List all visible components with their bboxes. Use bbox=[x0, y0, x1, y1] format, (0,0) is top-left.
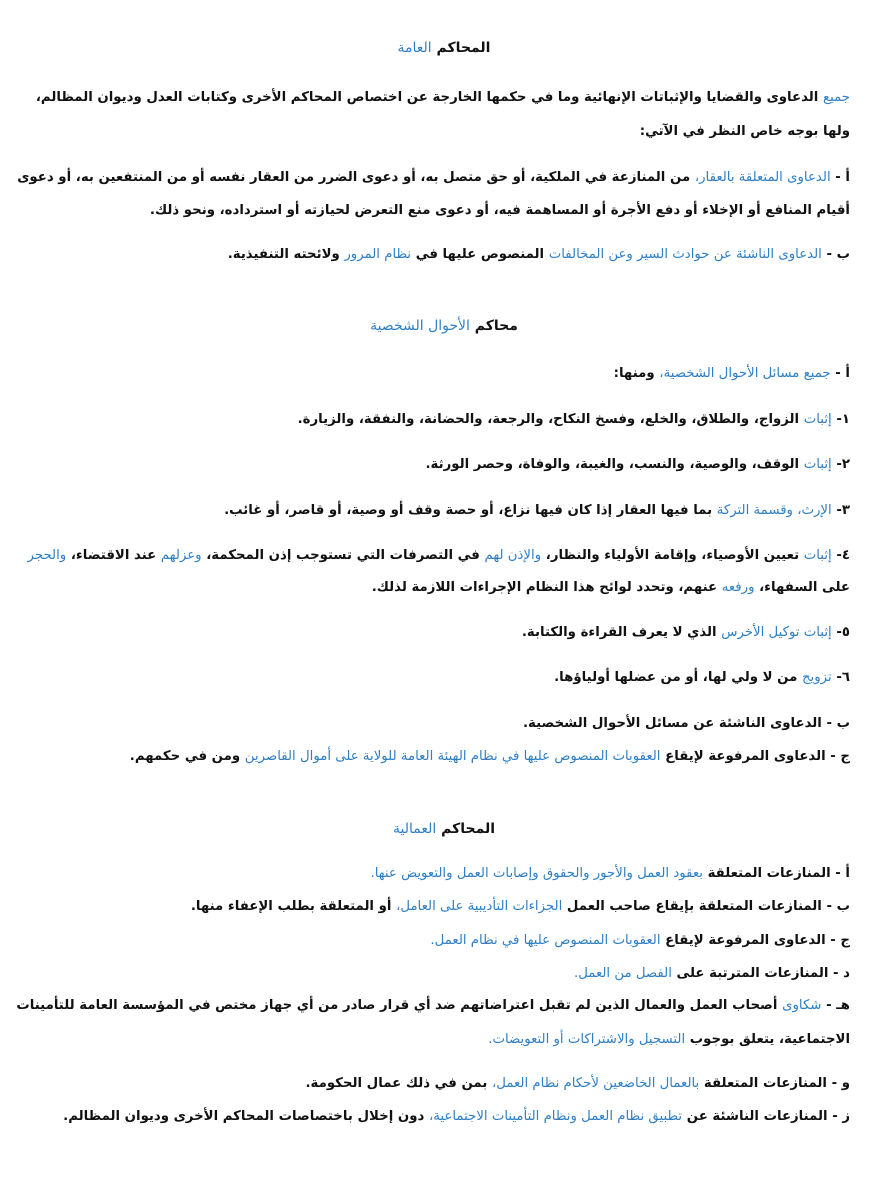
labor-item-e-line2: الاجتماعية، يتعلق بوجوب التسجيل والاشتراكات أو التعويضات. bbox=[488, 1032, 850, 1047]
labor-item-e-line1: هـ - شكاوى أصحاب العمل والعمال الذين لم تقبل اعتراضاتهم ضد أي قرار صادر من أي جهاز مختص في المؤسسة العامة للتأمينات bbox=[16, 998, 850, 1013]
general-item-a-line2: أقيام المنافع أو الإخلاء أو دفع الأجرة أو المساهمة فيه، أو دعوى منع التعرض لحيازته أو استرداده، ونحو ذلك. bbox=[149, 203, 850, 218]
personal-subitem-4-line1: ٤- إثبات تعيين الأوصياء، وإقامة الأولياء والنظار، والإذن لهم في التصرفات التي تستوجب إذن المحكمة، وعزلهم عند الاقتضاء، والحجر bbox=[27, 548, 850, 563]
section-heading-labor-courts: المحاكم العمالية bbox=[392, 821, 496, 837]
personal-subitem-3: ٣- الإرث، وقسمة التركة بما فيها العقار إذا كان فيها نزاع، أو حصة وقف أو وصية، أو قاصر، أو غائب. bbox=[224, 503, 850, 518]
personal-subitem-4-line2: على السفهاء، ورفعه عنهم، وتحدد لوائح هذا النظام الإجراءات اللازمة لذلك. bbox=[371, 580, 850, 595]
personal-subitem-5: ٥- إثبات توكيل الأخرس الذي لا يعرف القراءة والكتابة. bbox=[521, 625, 850, 640]
section-heading-personal-status-courts: محاكم الأحوال الشخصية bbox=[370, 318, 518, 334]
general-item-a-line1: أ - الدعاوى المتعلقة بالعقار، من المنازعة في الملكية، أو حق متصل به، أو دعوى الضرر من العقار نفسه أو من المنتفعين به، أو دعوى bbox=[17, 170, 850, 185]
labor-item-b: ب - المنازعات المتعلقة بإيقاع صاحب العمل الجزاءات التأديبية على العامل، أو المتعلقة بطلب الإعفاء منها. bbox=[190, 899, 850, 914]
personal-item-c: ج - الدعاوى المرفوعة لإيقاع العقوبات المنصوص عليها في نظام الهيئة العامة للولاية على أموال القاصرين ومن في حكمهم. bbox=[129, 749, 850, 764]
personal-subitem-1: ١- إثبات الزواج، والطلاق، والخلع، وفسخ النكاح، والرجعة، والحضانة، والنفقة، والزيارة. bbox=[297, 412, 850, 427]
personal-subitem-2: ٢- إثبات الوقف، والوصية، والنسب، والغيبة، والوفاة، وحصر الورثة. bbox=[425, 457, 850, 472]
general-item-b: ب - الدعاوى الناشئة عن حوادث السير وعن المخالفات المنصوص عليها في نظام المرور ولائحته التنفيذية. bbox=[227, 247, 850, 262]
labor-item-d: د - المنازعات المترتبة على الفصل من العمل. bbox=[573, 966, 850, 981]
paragraph-general-intro-line1: جميع الدعاوى والقضايا والإثباتات الإنهائية وما في حكمها الخارجة عن اختصاص المحاكم الأخرى وكتابات العدل وديوان المظالم، bbox=[35, 90, 850, 105]
labor-item-a: أ - المنازعات المتعلقة بعقود العمل والأجور والحقوق وإصابات العمل والتعويض عنها. bbox=[370, 866, 850, 881]
paragraph-general-intro-line2: ولها بوجه خاص النظر في الآتي: bbox=[639, 124, 850, 139]
labor-item-f: و - المنازعات المتعلقة بالعمال الخاضعين لأحكام نظام العمل، بمن في ذلك عمال الحكومة. bbox=[305, 1076, 850, 1091]
personal-item-b: ب - الدعاوى الناشئة عن مسائل الأحوال الشخصية. bbox=[522, 716, 850, 731]
section-heading-general-courts: المحاكم العامة bbox=[397, 40, 491, 56]
personal-subitem-6: ٦- تزويج من لا ولي لها، أو من عضلها أولياؤها. bbox=[554, 670, 850, 685]
personal-item-a: أ - جميع مسائل الأحوال الشخصية، ومنها: bbox=[613, 366, 850, 381]
labor-item-c: ج - الدعاوى المرفوعة لإيقاع العقوبات المنصوص عليها في نظام العمل. bbox=[430, 933, 850, 948]
labor-item-g: ز - المنازعات الناشئة عن تطبيق نظام العمل ونظام التأمينات الاجتماعية، دون إخلال باختصاصات المحاكم الأخرى وديوان المظالم. bbox=[63, 1109, 850, 1124]
